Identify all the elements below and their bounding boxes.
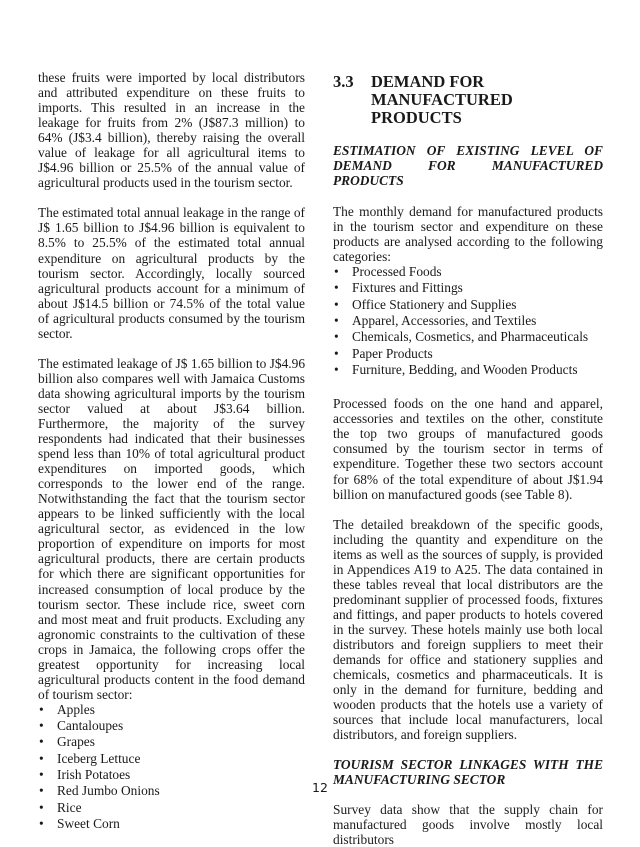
right-column [333,70,603,847]
bullet-icon: • [334,313,339,329]
paragraph-total-leakage: The estimated total annual leakage in the range of J$ 1.65 billion to J$4.96 billion is equivalent to 8.5% to 25.5% of the estimated total annual expenditure on agricultural products by the tourism sector. Accordingly, locally sourced agricultural products account for a minimum of about J$14.5 billion or 74.5% of the total value of agricultural products consumed by the tourism sector. [38,205,305,341]
subheading-linkages: TOURISM SECTOR LINKAGES WITH THE MANUFACTURING SECTOR [333,757,603,788]
bullet-icon: • [39,815,44,831]
page-number: 12 [312,780,328,795]
bullet-icon: • [39,718,44,734]
list-item: • Chemicals, Cosmetics, and Pharmaceuticals [334,329,589,345]
bullet-icon: • [39,734,44,750]
bullet-icon: • [39,701,44,717]
list-item: • Grapes [39,734,95,750]
subheading-estimation: ESTIMATION OF EXISTING LEVEL OF DEMAND FOR MANUFACTURED PRODUCTS [333,143,603,188]
bullet-icon: • [39,799,44,815]
section-heading [333,73,603,127]
bullet-icon: • [39,783,44,799]
list-item: • Office Stationery and Supplies [334,296,517,312]
paragraph-customs-comparison: The estimated leakage of J$ 1.65 billion to J$4.96 billion also compares well with Jamaica Customs data showing agricultural imports by the tourism sector valued at about J$3.64 billion. Furthermore, the majority of the survey respondents had indicated that their businesses spend less than 10% of total agricultural product expenditures on imported goods, which corresponds to the lower end of the range. Notwithstanding the fact that the tourism sector appears to be linked sufficiently with the local agricultural sector, as evidenced in the low proportion of expenditure on imports for most agricultural products, there are certain products for which there are significant opportunities for increased consumption of local produce by the tourism sector. These include rice, sweet corn and most meat and fruit products. Excluding any agronomic constraints to the cultivation of these crops in Jamaica, the following crops offer the greatest opportunity for increasing local agricultural products content in the food demand of tourism sector: [38,355,306,702]
bullet-icon: • [39,767,44,783]
section-title: DEMAND FOR MANUFACTURED PRODUCTS [371,72,513,127]
bullet-icon: • [334,296,339,312]
bullet-icon: • [334,345,339,361]
bullet-icon: • [334,361,339,377]
paragraph-top-groups: Processed foods on the one hand and apparel, accessories and textiles on the other, constitute the top two groups of manufactured goods consumed by the tourism sector in terms of expenditure. Together these two sectors account for 68% of the total expenditure of about J$1.94 billion on manufactured goods (see Table 8). [333,396,603,502]
bullet-icon: • [334,280,339,296]
bullet-icon: • [39,750,44,766]
list-item: • Paper Products [334,345,433,361]
paragraph-leakage-fruits: these fruits were imported by local distributors and attributed expenditure on these fruits to imports. This resulted in an increase in the leakage for fruits from 2% (J$87.3 million) to 64% (J$3.4 billion), thereby raising the overall value of leakage for all agricultural items to J$4.96 billion or 25.5% of the annual value of agricultural products used in the tourism sector. [38,70,305,191]
paragraph-detailed-breakdown: The detailed breakdown of the specific goods, including the quantity and expenditure on the items as well as the sources of supply, is provided in Appendices A19 to A25. The data contained in these tables reveal that local distributors are the predominant supplier of processed foods, fixtures and fittings, and paper products to hotels covered in the survey. These hotels mainly use both local distributors and foreign suppliers to meet their demands for office and stationery supplies and chemicals, cosmetics and pharmaceuticals. It is only in the demand for furniture, bedding and wooden products that the hotels use a variety of sources that include local manufacturers, local distributors, and foreign suppliers. [333,516,603,743]
list-item: • Iceberg Lettuce [39,750,141,766]
list-item: • Cantaloupes [39,718,124,734]
list-item: • Irish Potatoes [39,767,131,783]
list-item: • Processed Foods [334,264,442,280]
list-item: • Apparel, Accessories, and Textiles [334,313,537,329]
left-column [38,70,305,832]
list-item: • Red Jumbo Onions [39,783,160,799]
bullet-icon: • [334,329,339,345]
list-item: • Apples [39,701,95,717]
paragraph-intro-categories: The monthly demand for manufactured products in the tourism sector and expenditure on these products are analysed according to the following categories: [333,204,603,265]
bullet-icon: • [334,264,339,280]
list-item: • Rice [39,799,82,815]
paragraph-supply-chain: Survey data show that the supply chain for manufactured goods involve mostly local distributors [333,802,603,847]
categories-list [333,264,603,378]
section-number: 3.3 [333,72,354,91]
list-item: • Furniture, Bedding, and Wooden Products [334,361,578,377]
list-item: • Sweet Corn [39,815,120,831]
list-item: • Fixtures and Fittings [334,280,463,296]
crops-list [38,702,305,832]
